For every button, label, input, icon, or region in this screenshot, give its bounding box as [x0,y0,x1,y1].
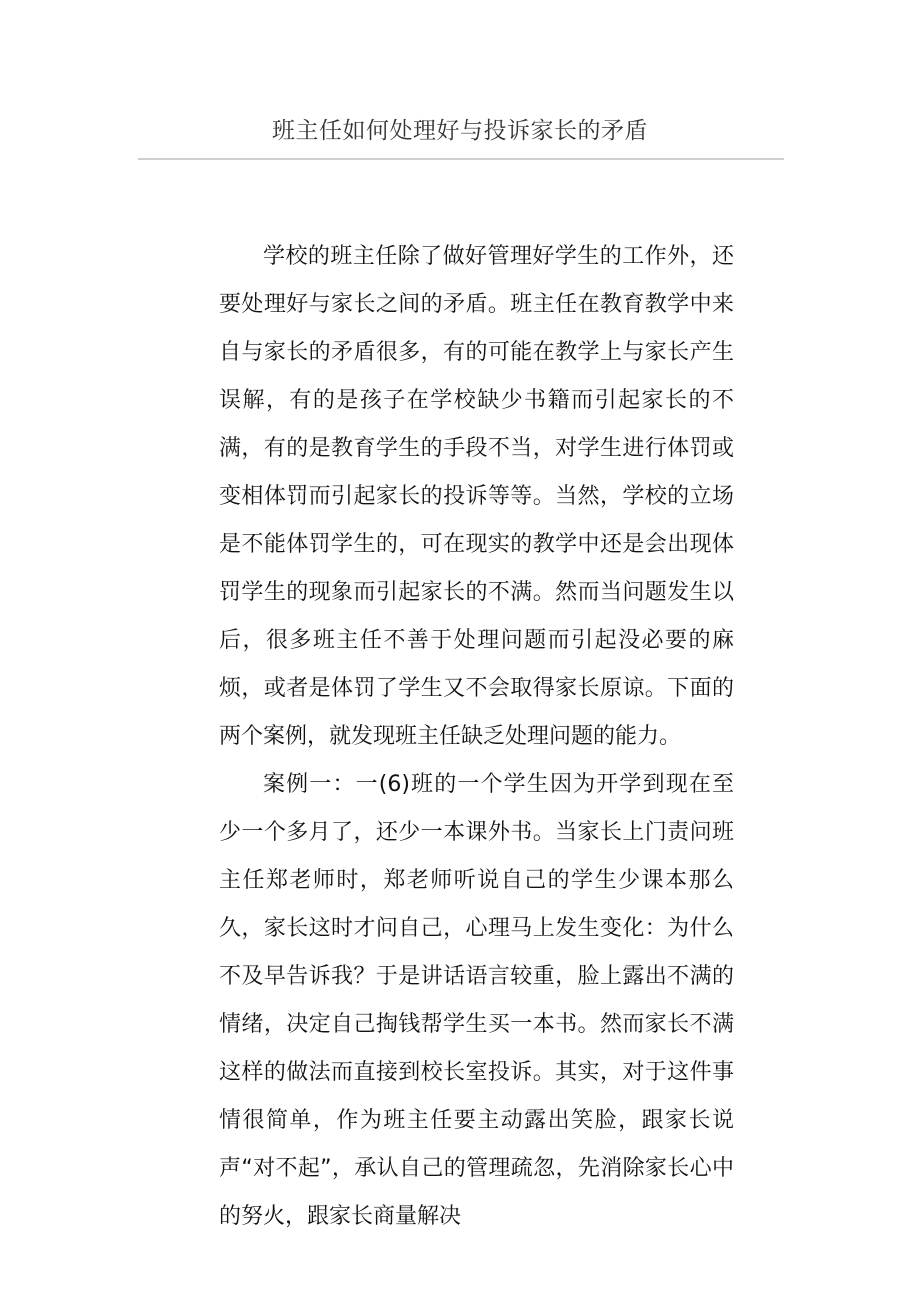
paragraph-1: 学校的班主任除了做好管理好学生的工作外，还要处理好与家长之间的矛盾。班主任在教育教学中来自与家长的矛盾很多，有的可能在教学上与家长产生误解，有的是孩子在学校缺少书籍而引起家长的不满，有的是教育学生的手段不当，对学生进行体罚或变相体罚而引起家长的投诉等等。当然，学校的立场是不能体罚学生的，可在现实的教学中还是会出现体罚学生的现象而引起家长的不满。然而当问题发生以后，很多班主任不善于处理问题而引起没必要的麻烦，或者是体罚了学生又不会取得家长原谅。下面的两个案例，就发现班主任缺乏处理问题的能力。 [219,244,734,749]
document-title: 班主任如何处理好与投诉家长的矛盾 [272,118,648,144]
paragraph-2: 案例一：一(6)班的一个学生因为开学到现在至少一个多月了，还少一本课外书。当家长上门责问班主任郑老师时，郑老师听说自己的学生少课本那么久，家长这时才问自己，心理马上发生变化：为什么不及早告诉我？于是讲话语言较重，脸上露出不满的情绪，决定自己掏钱帮学生买一本书。然而家长不满这样的做法而直接到校长室投诉。其实，对于这件事情很简单，作为班主任要主动露出笑脸，跟家长说声“对不起”，承认自己的管理疏忽，先消除家长心中的努火，跟家长商量解决 [219,772,734,1229]
document-body [219,233,734,1241]
title-divider [138,158,784,160]
